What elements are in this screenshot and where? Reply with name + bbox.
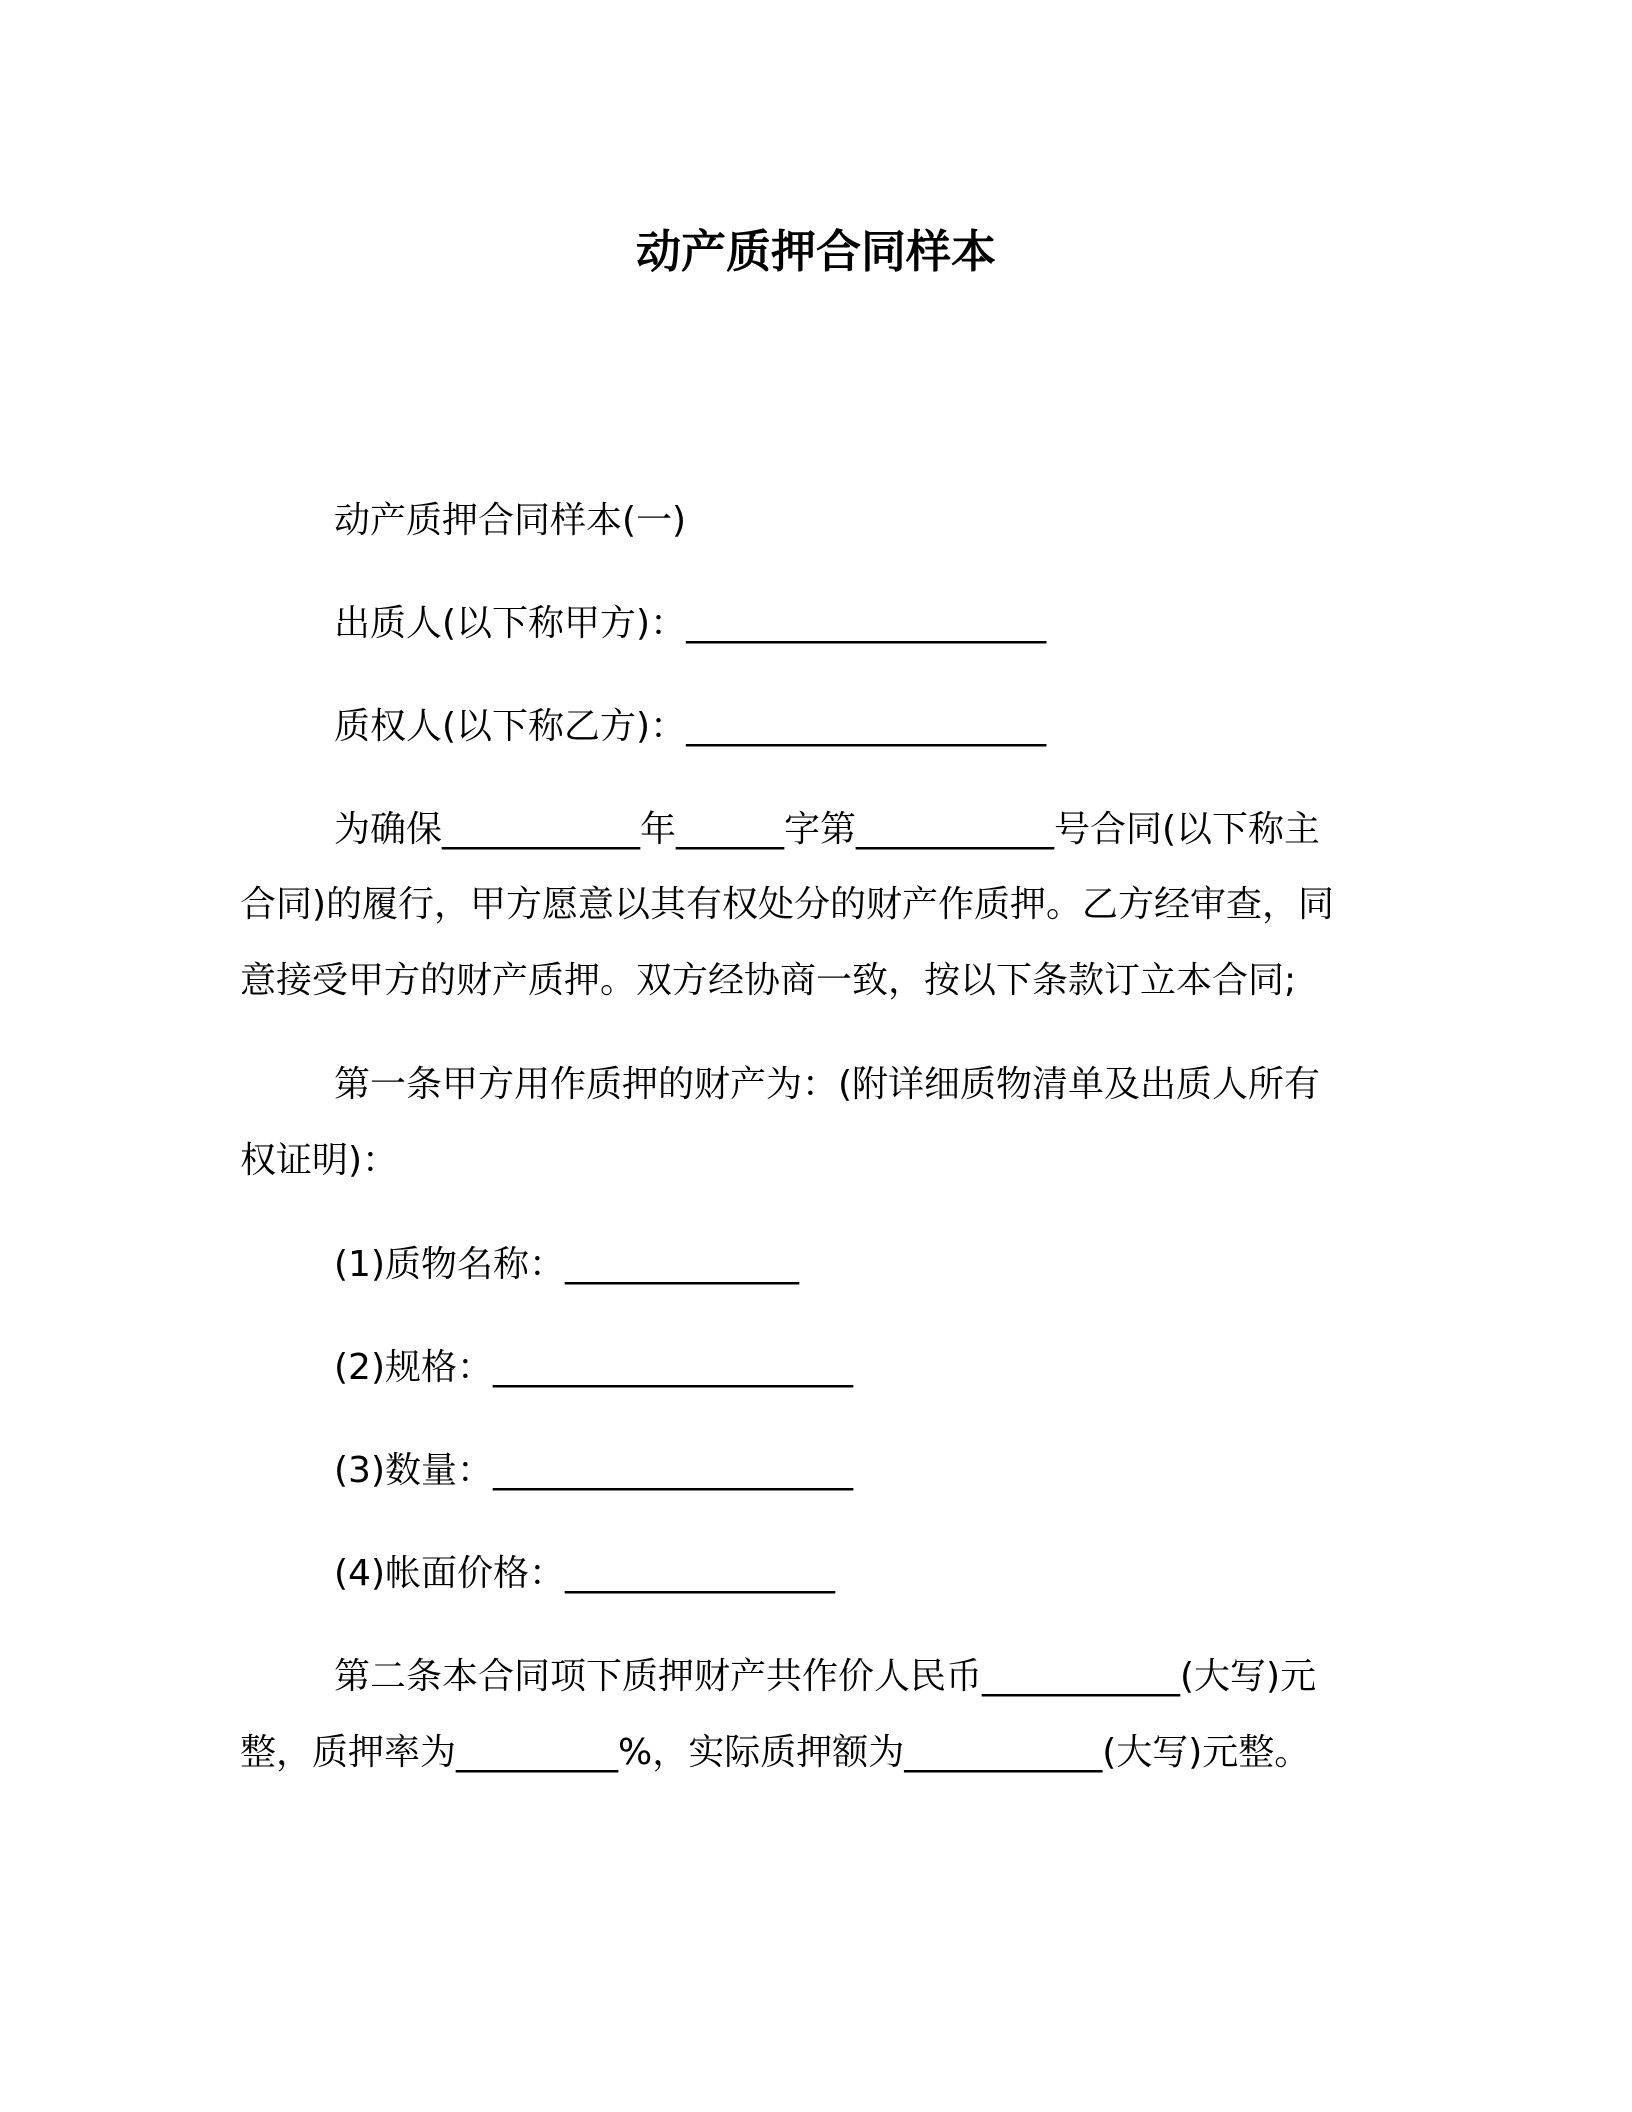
- item-spec-line: (2)规格：____________________: [334, 1347, 853, 1388]
- article-1-line-2: 权证明)：: [240, 1140, 399, 1181]
- item-quantity-line: (3)数量：____________________: [334, 1450, 853, 1491]
- article-2-line-2: 整，质押率为_________%，实际质押额为___________(大写)元整。: [240, 1732, 1311, 1773]
- preamble-line-1: 为确保___________年______字第___________号合同(以下称主: [334, 809, 1321, 850]
- preamble-line-2: 合同)的履行，甲方愿意以其有权处分的财产作质押。乙方经审查，同: [240, 884, 1335, 925]
- subtitle-line: 动产质押合同样本(一): [334, 500, 687, 541]
- item-name-line: (1)质物名称：_____________: [334, 1244, 799, 1285]
- article-1-line-1: 第一条甲方用作质押的财产为：(附详细质物清单及出质人所有: [334, 1064, 1321, 1105]
- pledgee-line: 质权人(以下称乙方)：____________________: [334, 706, 1047, 747]
- document-title: 动产质押合同样本: [635, 225, 996, 278]
- article-2-line-1: 第二条本合同项下质押财产共作价人民币___________(大写)元: [334, 1656, 1317, 1697]
- item-price-line: (4)帐面价格：_______________: [334, 1553, 835, 1594]
- pledgor-line: 出质人(以下称甲方)：____________________: [334, 603, 1047, 644]
- preamble-line-3: 意接受甲方的财产质押。双方经协商一致，按以下条款订立本合同;: [240, 960, 1297, 1001]
